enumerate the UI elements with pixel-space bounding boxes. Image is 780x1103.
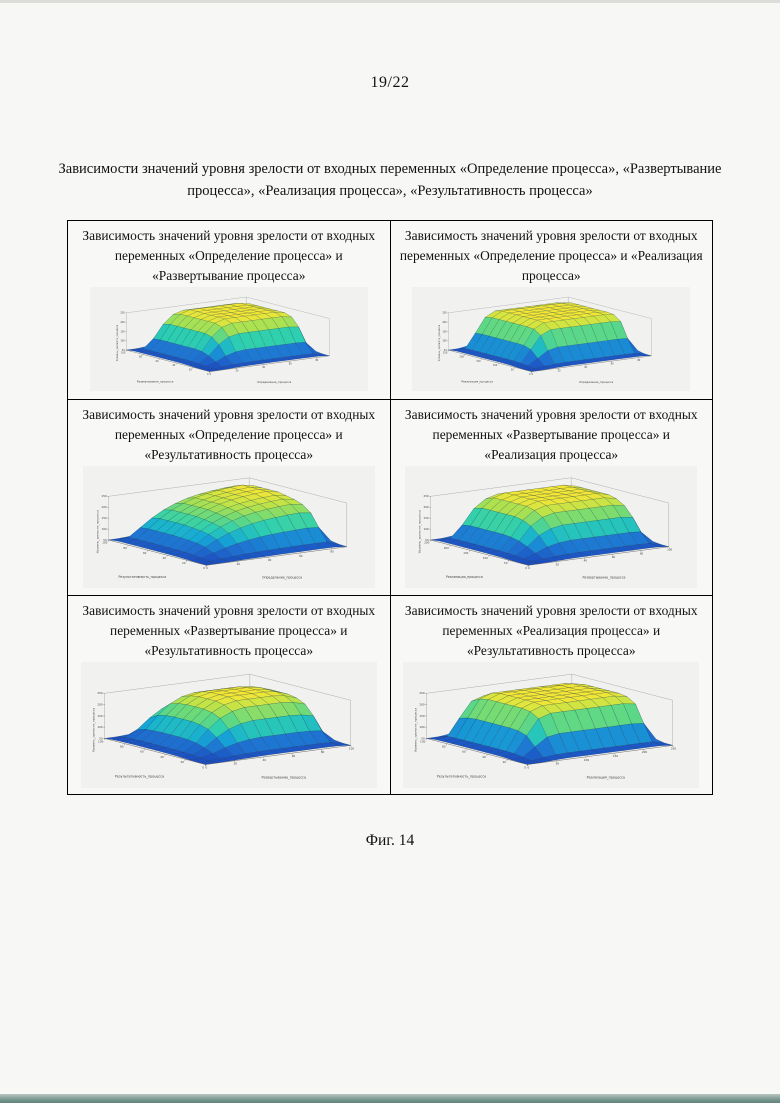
svg-text:20: 20	[233, 762, 237, 767]
svg-text:150: 150	[613, 754, 619, 759]
svg-text:50: 50	[421, 736, 425, 741]
svg-text:200: 200	[120, 321, 125, 325]
svg-text:Уровень_зрелости_процесса: Уровень_зрелости_процесса	[95, 510, 100, 554]
svg-text:Уровень_зрелости_процесса: Уровень_зрелости_процесса	[417, 510, 422, 554]
svg-text:200: 200	[459, 355, 465, 359]
svg-text:150: 150	[101, 517, 107, 521]
svg-text:250: 250	[419, 691, 425, 696]
svg-text:Уровень_зрелости_процесса: Уровень_зрелости_процесса	[115, 325, 119, 362]
svg-text:Развертывание_процесса: Развертывание_процесса	[582, 576, 626, 581]
svg-text:250: 250	[443, 351, 448, 355]
svg-text:60: 60	[139, 750, 144, 755]
svg-text:20: 20	[236, 563, 240, 567]
svg-text:80: 80	[637, 359, 641, 363]
svg-text:60: 60	[611, 556, 616, 560]
surface-plot-4	[405, 466, 697, 588]
page-bottom-edge	[0, 1094, 780, 1103]
svg-text:250: 250	[424, 542, 430, 546]
svg-text:200: 200	[423, 506, 429, 510]
svg-text:100: 100	[442, 339, 447, 343]
svg-text:0: 0	[524, 765, 527, 770]
svg-text:20: 20	[181, 562, 186, 566]
surface-plot-3	[83, 466, 375, 588]
svg-text:150: 150	[476, 360, 481, 364]
svg-text:40: 40	[583, 560, 588, 564]
svg-text:100: 100	[419, 725, 425, 730]
svg-text:60: 60	[298, 555, 303, 559]
svg-text:200: 200	[419, 702, 425, 707]
svg-text:60: 60	[611, 362, 614, 366]
svg-text:80: 80	[442, 744, 446, 749]
svg-text:0: 0	[525, 567, 528, 571]
svg-text:50: 50	[444, 349, 447, 353]
svg-text:80: 80	[320, 750, 325, 755]
svg-text:0: 0	[209, 373, 211, 377]
page-top-edge	[0, 0, 780, 3]
svg-text:40: 40	[262, 758, 266, 763]
svg-text:40: 40	[267, 559, 272, 563]
svg-text:80: 80	[640, 552, 644, 556]
svg-text:80: 80	[315, 359, 319, 363]
grid-cell-1	[68, 221, 391, 400]
svg-text:Определение_процесса: Определение_процесса	[256, 380, 292, 385]
svg-text:40: 40	[162, 557, 166, 561]
svg-text:100: 100	[493, 364, 498, 368]
grid-cell-6	[390, 596, 713, 795]
svg-text:Определение_процесса: Определение_процесса	[579, 380, 614, 385]
svg-text:80: 80	[138, 355, 142, 359]
grid-cell-3	[68, 400, 391, 596]
cell-caption-6: Зависимость значений уровня зрелости от входных переменных «Реализация процесса» и «Результативность процесса»	[404, 603, 698, 659]
svg-text:40: 40	[482, 755, 487, 760]
svg-text:50: 50	[425, 539, 429, 543]
svg-text:60: 60	[288, 362, 292, 366]
svg-text:50: 50	[504, 562, 508, 566]
svg-text:20: 20	[557, 369, 561, 373]
svg-text:80: 80	[330, 551, 334, 555]
grid-cell-5	[68, 596, 391, 795]
svg-text:50: 50	[511, 368, 515, 372]
svg-text:Реализация_процесса: Реализация_процесса	[446, 575, 484, 580]
svg-text:Развертывание_процесса: Развертывание_процесса	[136, 379, 174, 384]
surface-plot-6	[403, 662, 699, 788]
cell-caption-3: Зависимость значений уровня зрелости от входных переменных «Определение процесса» и «Результативность процесса»	[82, 407, 376, 463]
svg-text:100: 100	[97, 725, 103, 730]
svg-text:50: 50	[102, 539, 107, 543]
svg-text:20: 20	[502, 760, 507, 765]
grid-row	[68, 596, 713, 795]
figure-grid	[67, 220, 713, 795]
svg-text:40: 40	[160, 755, 164, 760]
svg-text:200: 200	[97, 702, 103, 707]
cell-caption-5: Зависимость значений уровня зрелости от входных переменных «Развертывание процесса» и «Результативность процесса»	[82, 603, 376, 659]
cell-caption-1: Зависимость значений уровня зрелости от входных переменных «Определение процесса» и «Развертывание процесса»	[82, 228, 376, 284]
cell-caption-4: Зависимость значений уровня зрелости от входных переменных «Развертывание процесса» и «Реализация процесса»	[404, 407, 698, 463]
svg-text:Уровень_зрелости_процесса: Уровень_зрелости_процесса	[413, 708, 418, 753]
svg-text:0: 0	[205, 765, 208, 770]
svg-text:200: 200	[442, 321, 447, 325]
svg-text:100: 100	[101, 528, 107, 532]
svg-text:100: 100	[420, 739, 426, 744]
svg-text:20: 20	[180, 760, 184, 765]
svg-text:250: 250	[671, 746, 677, 751]
svg-text:40: 40	[172, 364, 175, 368]
svg-text:100: 100	[101, 542, 108, 546]
svg-text:150: 150	[463, 552, 469, 556]
svg-text:100: 100	[120, 351, 126, 355]
svg-text:150: 150	[423, 517, 429, 521]
svg-text:0: 0	[206, 567, 208, 571]
svg-text:20: 20	[235, 369, 239, 373]
grid-row	[68, 400, 713, 596]
plot-wrap	[68, 662, 390, 788]
svg-text:Результативность_процесса: Результативность_процесса	[114, 774, 164, 779]
svg-text:40: 40	[584, 366, 588, 370]
svg-text:60: 60	[462, 750, 466, 755]
grid-row	[68, 221, 713, 400]
surface-plot-5	[81, 662, 377, 788]
plot-wrap	[391, 287, 713, 391]
svg-text:250: 250	[423, 495, 429, 499]
svg-text:250: 250	[101, 495, 107, 499]
surface-plot-2	[412, 287, 690, 391]
svg-text:100: 100	[667, 548, 673, 552]
svg-text:200: 200	[101, 506, 107, 510]
svg-text:150: 150	[442, 330, 447, 334]
svg-text:Реализация_процесса: Реализация_процесса	[586, 775, 626, 780]
svg-text:Развертывание_процесса: Развертывание_процесса	[261, 775, 306, 780]
grid-cell-4	[390, 400, 713, 596]
svg-text:250: 250	[120, 311, 125, 315]
plot-wrap	[68, 466, 390, 588]
svg-text:100: 100	[483, 557, 489, 561]
svg-text:0: 0	[531, 373, 534, 377]
svg-text:100: 100	[584, 758, 590, 763]
svg-text:50: 50	[98, 736, 103, 741]
svg-text:0: 0	[529, 373, 531, 377]
svg-text:40: 40	[261, 366, 265, 370]
grid-cell-2	[390, 221, 713, 400]
svg-text:Результативность_процесса: Результативность_процесса	[437, 774, 487, 779]
figure-title: Зависимости значений уровня зрелости от входных переменных «Определение процесса», «Развертывание процесса», «Реализация процесса», «Результативность процесса»	[58, 161, 722, 200]
svg-text:80: 80	[119, 744, 124, 749]
plot-wrap	[391, 466, 713, 588]
svg-text:100: 100	[348, 746, 354, 751]
svg-text:Определение_процесса: Определение_процесса	[261, 576, 302, 581]
svg-text:0: 0	[528, 567, 531, 571]
svg-text:100: 100	[97, 739, 104, 744]
page-number: 19/22	[370, 74, 410, 91]
svg-text:150: 150	[419, 714, 425, 719]
plot-wrap	[68, 287, 390, 391]
svg-text:100: 100	[423, 528, 429, 532]
svg-text:80: 80	[123, 547, 127, 551]
cell-caption-2: Зависимость значений уровня зрелости от входных переменных «Определение процесса» и «Реализация процесса»	[399, 228, 703, 284]
svg-text:200: 200	[443, 547, 450, 551]
svg-text:Уровень_зрелости_процесса: Уровень_зрелости_процесса	[438, 325, 442, 362]
svg-text:100: 100	[120, 339, 125, 343]
svg-text:250: 250	[442, 311, 447, 315]
svg-text:60: 60	[142, 552, 147, 556]
svg-text:60: 60	[291, 754, 295, 759]
svg-text:0: 0	[202, 567, 205, 571]
svg-text:Реализация_процесса: Реализация_процесса	[461, 379, 494, 384]
svg-text:200: 200	[642, 750, 648, 755]
svg-text:Уровень_зрелости_процесса: Уровень_зрелости_процесса	[91, 708, 96, 753]
plot-wrap	[391, 662, 713, 788]
svg-text:150: 150	[97, 714, 103, 719]
svg-text:0: 0	[202, 765, 204, 770]
fig-label: Фиг. 14	[365, 832, 415, 849]
svg-text:0: 0	[527, 765, 530, 770]
svg-text:150: 150	[120, 330, 125, 334]
surface-plot-1	[90, 287, 368, 391]
svg-text:20: 20	[188, 368, 192, 372]
svg-text:0: 0	[206, 373, 209, 377]
svg-text:60: 60	[155, 360, 159, 364]
svg-text:50: 50	[121, 349, 125, 353]
svg-text:Результативность_процесса: Результативность_процесса	[118, 575, 166, 580]
svg-text:20: 20	[555, 563, 560, 567]
svg-text:250: 250	[97, 691, 103, 696]
svg-text:50: 50	[555, 762, 560, 767]
